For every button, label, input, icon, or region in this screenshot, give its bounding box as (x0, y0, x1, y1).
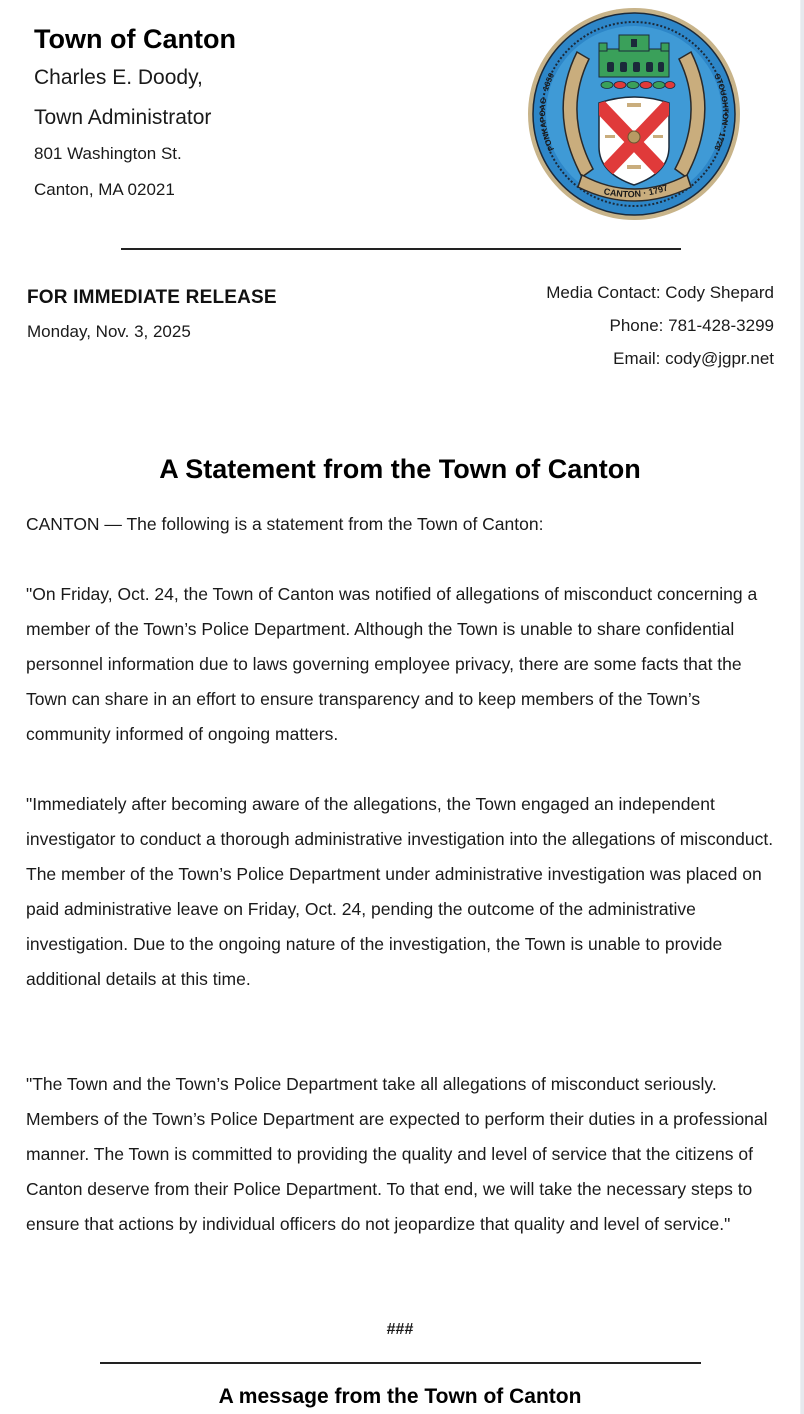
end-mark: ### (386, 1321, 414, 1338)
org-name: Town of Canton (34, 24, 236, 54)
page-edge-border (800, 0, 804, 1414)
footer-title: A message from the Town of Canton (218, 1385, 582, 1408)
svg-text:PONKAPOAG · 1650: PONKAPOAG · 1650 (538, 71, 557, 153)
paragraph: CANTON — The following is a statement from the Town of Canton: (26, 514, 544, 534)
svg-text:STOUGHTON · 1726: STOUGHTON · 1726 (712, 72, 730, 152)
release-label: FOR IMMEDIATE RELEASE (27, 287, 277, 308)
svg-text:CANTON · 1797: CANTON · 1797 (602, 182, 670, 200)
release-date: Monday, Nov. 3, 2025 (27, 322, 191, 341)
statement-title: A Statement from the Town of Canton (159, 454, 641, 485)
media-contact-name: Media Contact: Cody Shepard (546, 283, 774, 302)
letterhead (34, 22, 236, 200)
media-contact (546, 283, 774, 382)
media-contact-email[interactable]: Email: cody@jgpr.net (613, 349, 774, 368)
body-paragraph-1 (26, 577, 778, 752)
body-paragraph-2 (26, 787, 778, 997)
release-info (27, 286, 277, 342)
paragraph: "The Town and the Town’s Police Department take all allegations of misconduct seriously. Members of the Town’s Police Department are expected to perform their duties in a professional manner. The Town is committed to providing the quality and level of service that the citizens of Canton deserve from their Police Department. To that end, we will take the necessary steps to ensure that actions by individual officers do not jeopardize that quality and level of service." (26, 1074, 768, 1234)
administrator-title: Town Administrator (34, 106, 212, 129)
footer-divider (100, 1362, 701, 1364)
administrator-name: Charles E. Doody, (34, 66, 203, 89)
body-paragraph-intro (26, 507, 778, 542)
paragraph: "Immediately after becoming aware of the allegations, the Town engaged an independent investigator to conduct a thorough administrative investigation into the allegations of misconduct. The member of the Town’s Police Department under administrative investigation was placed on paid administrative leave on Friday, Oct. 24, pending the outcome of the administrative investigation. Due to the ongoing nature of the investigation, the Town is unable to provide additional details at this time. (26, 794, 774, 989)
address-street: 801 Washington St. (34, 144, 182, 163)
body-paragraph-3 (26, 1067, 778, 1242)
town-seal-icon (527, 7, 741, 221)
paragraph: "On Friday, Oct. 24, the Town of Canton was notified of allegations of misconduct concerning a member of the Town’s Police Department. Although the Town is unable to share confidential personnel information due to laws governing employee privacy, there are some facts that the Town can share in an effort to ensure transparency and to keep members of the Town’s community informed of ongoing matters. (26, 584, 758, 744)
address-city: Canton, MA 02021 (34, 180, 175, 199)
media-contact-phone: Phone: 781-428-3299 (609, 316, 774, 335)
header-divider (121, 248, 681, 250)
